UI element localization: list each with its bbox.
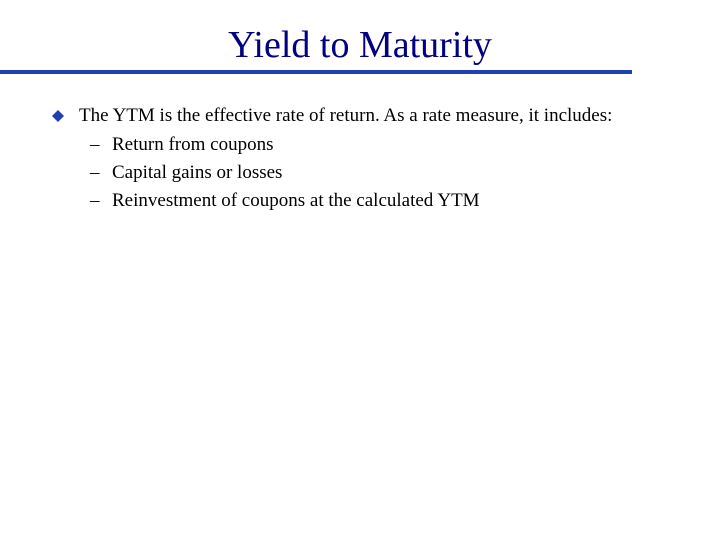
sub-bullet-text: Return from coupons — [112, 134, 274, 155]
dash-marker: – — [90, 190, 100, 211]
sub-bullet-text: Capital gains or losses — [112, 162, 283, 183]
diamond-bullet-icon — [52, 109, 64, 121]
dash-marker: – — [90, 162, 100, 183]
dash-marker: – — [90, 134, 100, 155]
sub-bullet-text: Reinvestment of coupons at the calculated YTM — [112, 190, 480, 211]
main-bullet — [52, 103, 712, 129]
slide-title: Yield to Maturity — [228, 24, 492, 66]
title-underline — [0, 70, 632, 74]
main-bullet-text: The YTM is the effective rate of return. As a rate measure, it includes: — [79, 105, 613, 126]
